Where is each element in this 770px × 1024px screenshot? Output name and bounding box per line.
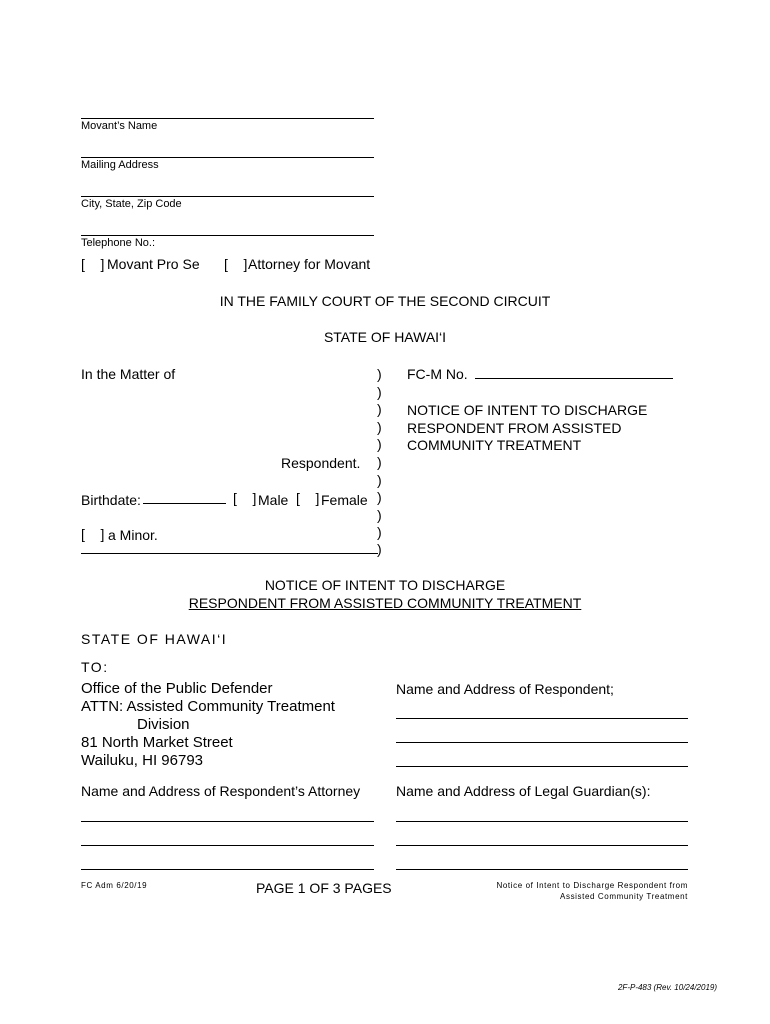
attorney-address-line-3[interactable] bbox=[81, 869, 374, 870]
respondent-address-label: Name and Address of Respondent; bbox=[396, 681, 614, 697]
court-name: IN THE FAMILY COURT OF THE SECOND CIRCUIT bbox=[219, 293, 551, 309]
public-defender-attn: ATTN: Assisted Community Treatment bbox=[81, 698, 335, 715]
respondent-address-line-2[interactable] bbox=[396, 742, 688, 743]
attorney-address-line-1[interactable] bbox=[81, 821, 374, 822]
male-checkbox[interactable]: [ ] bbox=[233, 490, 257, 506]
city-state-zip-line[interactable] bbox=[81, 196, 374, 197]
female-checkbox[interactable]: [ ] bbox=[296, 490, 320, 506]
city-state-zip-label: City, State, Zip Code bbox=[81, 198, 182, 210]
form-title-line2: Assisted Community Treatment bbox=[560, 892, 688, 901]
form-title-line1: Notice of Intent to Discharge Respondent from bbox=[496, 881, 688, 890]
public-defender-division: Division bbox=[137, 716, 190, 733]
pro-se-label: Movant Pro Se bbox=[107, 256, 200, 272]
telephone-line[interactable] bbox=[81, 235, 374, 236]
minor-checkbox[interactable]: [ ] bbox=[81, 526, 105, 542]
caption-paren: ) bbox=[377, 524, 382, 540]
addressee-state: STATE OF HAWAI‘I bbox=[81, 631, 228, 647]
addressee-to: TO: bbox=[81, 659, 109, 675]
attorney-address-label: Name and Address of Respondent’s Attorney bbox=[81, 783, 361, 799]
attorney-label: Attorney for Movant bbox=[248, 256, 371, 272]
birthdate-label: Birthdate: bbox=[81, 492, 141, 508]
movant-name-label: Movant’s Name bbox=[81, 120, 158, 132]
public-defender-city: Wailuku, HI 96793 bbox=[81, 752, 204, 769]
caption-notice-line3: COMMUNITY TREATMENT bbox=[407, 437, 582, 453]
pro-se-checkbox[interactable]: [ ] bbox=[81, 256, 105, 272]
public-defender-office: Office of the Public Defender bbox=[81, 680, 273, 697]
guardian-address-label: Name and Address of Legal Guardian(s): bbox=[396, 783, 651, 799]
caption-notice-line2: RESPONDENT FROM ASSISTED bbox=[407, 420, 622, 436]
caption-paren: ) bbox=[377, 436, 382, 452]
public-defender-street: 81 North Market Street bbox=[81, 734, 233, 751]
caption-paren: ) bbox=[377, 489, 382, 505]
guardian-address-line-1[interactable] bbox=[396, 821, 688, 822]
birthdate-line[interactable] bbox=[143, 503, 226, 504]
respondent-label: Respondent. bbox=[281, 455, 361, 471]
caption-paren: ) bbox=[377, 454, 382, 470]
revision-code: 2F-P-483 (Rev. 10/24/2019) bbox=[617, 983, 717, 992]
movant-name-line[interactable] bbox=[81, 118, 374, 119]
mailing-address-label: Mailing Address bbox=[81, 159, 159, 171]
attorney-address-line-2[interactable] bbox=[81, 845, 374, 846]
caption-bottom-line bbox=[81, 553, 378, 554]
respondent-address-line-1[interactable] bbox=[396, 718, 688, 719]
caption-paren: ) bbox=[377, 472, 382, 488]
form-code: FC Adm 6/20/19 bbox=[81, 881, 148, 890]
document-title-line2 bbox=[0, 595, 770, 611]
minor-label: a Minor. bbox=[108, 527, 158, 543]
male-label: Male bbox=[258, 492, 289, 508]
female-label: Female bbox=[321, 492, 368, 508]
respondent-address-line-3[interactable] bbox=[396, 766, 688, 767]
caption-paren: ) bbox=[377, 507, 382, 523]
caption-paren: ) bbox=[377, 384, 382, 400]
attorney-checkbox[interactable]: [ ] bbox=[224, 256, 248, 272]
guardian-address-line-3[interactable] bbox=[396, 869, 688, 870]
caption-paren: ) bbox=[377, 541, 382, 557]
caption-paren: ) bbox=[377, 401, 382, 417]
case-number-line[interactable] bbox=[475, 378, 673, 379]
page-number: PAGE 1 OF 3 PAGES bbox=[256, 880, 392, 896]
case-number-label: FC-M No. bbox=[407, 366, 468, 382]
caption-notice-line1: NOTICE OF INTENT TO DISCHARGE bbox=[407, 402, 648, 418]
caption-paren: ) bbox=[377, 419, 382, 435]
document-title-line1: NOTICE OF INTENT TO DISCHARGE bbox=[264, 577, 506, 593]
telephone-label: Telephone No.: bbox=[81, 237, 155, 249]
court-state: STATE OF HAWAI‘I bbox=[323, 329, 447, 345]
document-title-line2-text: RESPONDENT FROM ASSISTED COMMUNITY TREATMENT bbox=[188, 595, 582, 611]
caption-paren: ) bbox=[377, 366, 382, 382]
guardian-address-line-2[interactable] bbox=[396, 845, 688, 846]
in-the-matter-of: In the Matter of bbox=[81, 366, 176, 382]
mailing-address-line[interactable] bbox=[81, 157, 374, 158]
